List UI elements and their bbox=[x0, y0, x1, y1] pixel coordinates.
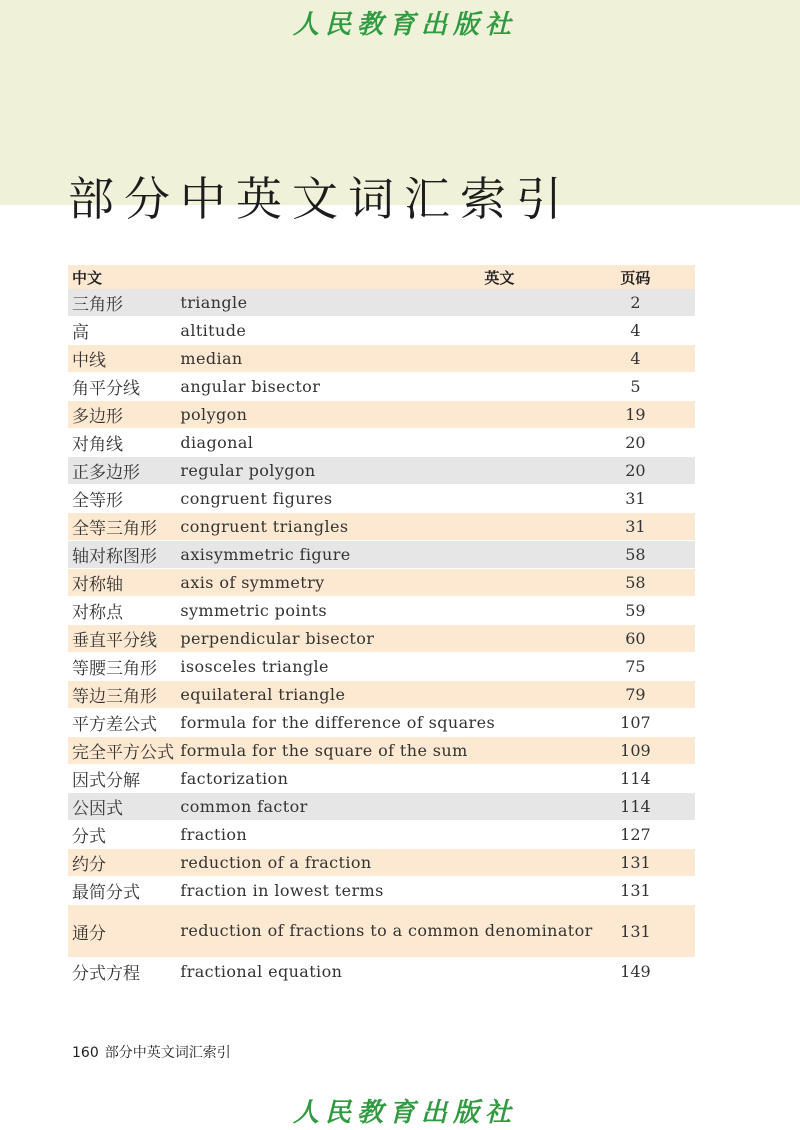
term-english: fraction in lowest terms bbox=[180, 877, 604, 905]
term-chinese: 公因式 bbox=[68, 793, 180, 821]
term-english: common factor bbox=[180, 793, 604, 821]
term-page: 58 bbox=[604, 569, 695, 597]
term-english: altitude bbox=[180, 317, 604, 345]
page-title: 部分中英文词汇索引 bbox=[68, 171, 572, 226]
term-page: 20 bbox=[604, 457, 695, 485]
header-english-cell bbox=[180, 265, 604, 289]
term-chinese: 多边形 bbox=[68, 401, 180, 429]
term-chinese: 对角线 bbox=[68, 429, 180, 457]
term-page: 19 bbox=[604, 401, 695, 429]
term-english: regular polygon bbox=[180, 457, 604, 485]
term-page: 31 bbox=[604, 513, 695, 541]
index-table bbox=[68, 265, 695, 986]
term-english: congruent triangles bbox=[180, 513, 604, 541]
term-chinese: 对称轴 bbox=[68, 569, 180, 597]
term-chinese: 约分 bbox=[68, 849, 180, 877]
table-row bbox=[68, 905, 695, 958]
table-header-row bbox=[68, 265, 695, 289]
term-chinese: 垂直平分线 bbox=[68, 625, 180, 653]
table-row bbox=[68, 681, 695, 709]
term-chinese: 全等三角形 bbox=[68, 513, 180, 541]
table-row bbox=[68, 849, 695, 877]
term-english: symmetric points bbox=[180, 597, 604, 625]
term-page: 20 bbox=[604, 429, 695, 457]
term-english: reduction of a fraction bbox=[180, 849, 604, 877]
term-page: 131 bbox=[604, 849, 695, 877]
term-english: axisymmetric figure bbox=[180, 541, 604, 569]
term-page: 107 bbox=[604, 709, 695, 737]
term-english: reduction of fractions to a common denominator bbox=[180, 905, 604, 958]
table-row bbox=[68, 345, 695, 373]
page-footer bbox=[72, 1042, 231, 1062]
term-english: angular bisector bbox=[180, 373, 604, 401]
table-row bbox=[68, 373, 695, 401]
term-chinese: 中线 bbox=[68, 345, 180, 373]
term-chinese: 轴对称图形 bbox=[68, 541, 180, 569]
table-row bbox=[68, 737, 695, 765]
table-row bbox=[68, 485, 695, 513]
term-page: 4 bbox=[604, 345, 695, 373]
term-english: formula for the difference of squares bbox=[180, 709, 604, 737]
term-chinese: 平方差公式 bbox=[68, 709, 180, 737]
term-page: 109 bbox=[604, 737, 695, 765]
term-chinese: 对称点 bbox=[68, 597, 180, 625]
term-chinese: 完全平方公式 bbox=[68, 737, 180, 765]
term-chinese: 分式 bbox=[68, 821, 180, 849]
table-row bbox=[68, 401, 695, 429]
table-row bbox=[68, 709, 695, 737]
term-english: polygon bbox=[180, 401, 604, 429]
table-row bbox=[68, 625, 695, 653]
table-row bbox=[68, 289, 695, 317]
table-row bbox=[68, 457, 695, 485]
term-chinese: 等腰三角形 bbox=[68, 653, 180, 681]
term-english: formula for the square of the sum bbox=[180, 737, 604, 765]
footer-label: 部分中英文词汇索引 bbox=[104, 1045, 231, 1061]
table-row bbox=[68, 569, 695, 597]
term-english: equilateral triangle bbox=[180, 681, 604, 709]
table-row bbox=[68, 765, 695, 793]
term-page: 75 bbox=[604, 653, 695, 681]
term-english: axis of symmetry bbox=[180, 569, 604, 597]
term-english: median bbox=[180, 345, 604, 373]
table-row bbox=[68, 541, 695, 569]
term-english: perpendicular bisector bbox=[180, 625, 604, 653]
term-english: isosceles triangle bbox=[180, 653, 604, 681]
header-english-label: 英文 bbox=[484, 268, 515, 287]
term-chinese: 最简分式 bbox=[68, 877, 180, 905]
term-english: triangle bbox=[180, 289, 604, 317]
term-chinese: 全等形 bbox=[68, 485, 180, 513]
term-page: 58 bbox=[604, 541, 695, 569]
term-page: 5 bbox=[604, 373, 695, 401]
table-row bbox=[68, 821, 695, 849]
footer-page-number: 160 bbox=[72, 1045, 99, 1061]
table-row bbox=[68, 653, 695, 681]
term-page: 149 bbox=[604, 958, 695, 986]
term-page: 131 bbox=[604, 877, 695, 905]
term-english: factorization bbox=[180, 765, 604, 793]
term-page: 2 bbox=[604, 289, 695, 317]
term-chinese: 高 bbox=[68, 317, 180, 345]
header-chinese: 中文 bbox=[68, 265, 180, 289]
term-chinese: 正多边形 bbox=[68, 457, 180, 485]
term-english: diagonal bbox=[180, 429, 604, 457]
index-body bbox=[68, 289, 695, 986]
term-chinese: 分式方程 bbox=[68, 958, 180, 986]
term-page: 59 bbox=[604, 597, 695, 625]
term-chinese: 角平分线 bbox=[68, 373, 180, 401]
term-english: fraction bbox=[180, 821, 604, 849]
header-page: 页码 bbox=[604, 265, 695, 289]
table-row bbox=[68, 513, 695, 541]
term-english: fractional equation bbox=[180, 958, 604, 986]
term-chinese: 因式分解 bbox=[68, 765, 180, 793]
publisher-logo-bottom: 人民教育出版社 bbox=[292, 1098, 517, 1128]
publisher-logo-top: 人民教育出版社 bbox=[292, 10, 517, 40]
term-page: 60 bbox=[604, 625, 695, 653]
term-chinese: 等边三角形 bbox=[68, 681, 180, 709]
term-page: 31 bbox=[604, 485, 695, 513]
term-page: 114 bbox=[604, 793, 695, 821]
table-row bbox=[68, 793, 695, 821]
table-row bbox=[68, 877, 695, 905]
term-page: 131 bbox=[604, 905, 695, 958]
term-page: 4 bbox=[604, 317, 695, 345]
term-page: 114 bbox=[604, 765, 695, 793]
term-chinese: 三角形 bbox=[68, 289, 180, 317]
table-row bbox=[68, 317, 695, 345]
table-row bbox=[68, 429, 695, 457]
table-row bbox=[68, 958, 695, 986]
term-english: congruent figures bbox=[180, 485, 604, 513]
term-page: 79 bbox=[604, 681, 695, 709]
term-chinese: 通分 bbox=[68, 905, 180, 958]
table-row bbox=[68, 597, 695, 625]
term-page: 127 bbox=[604, 821, 695, 849]
